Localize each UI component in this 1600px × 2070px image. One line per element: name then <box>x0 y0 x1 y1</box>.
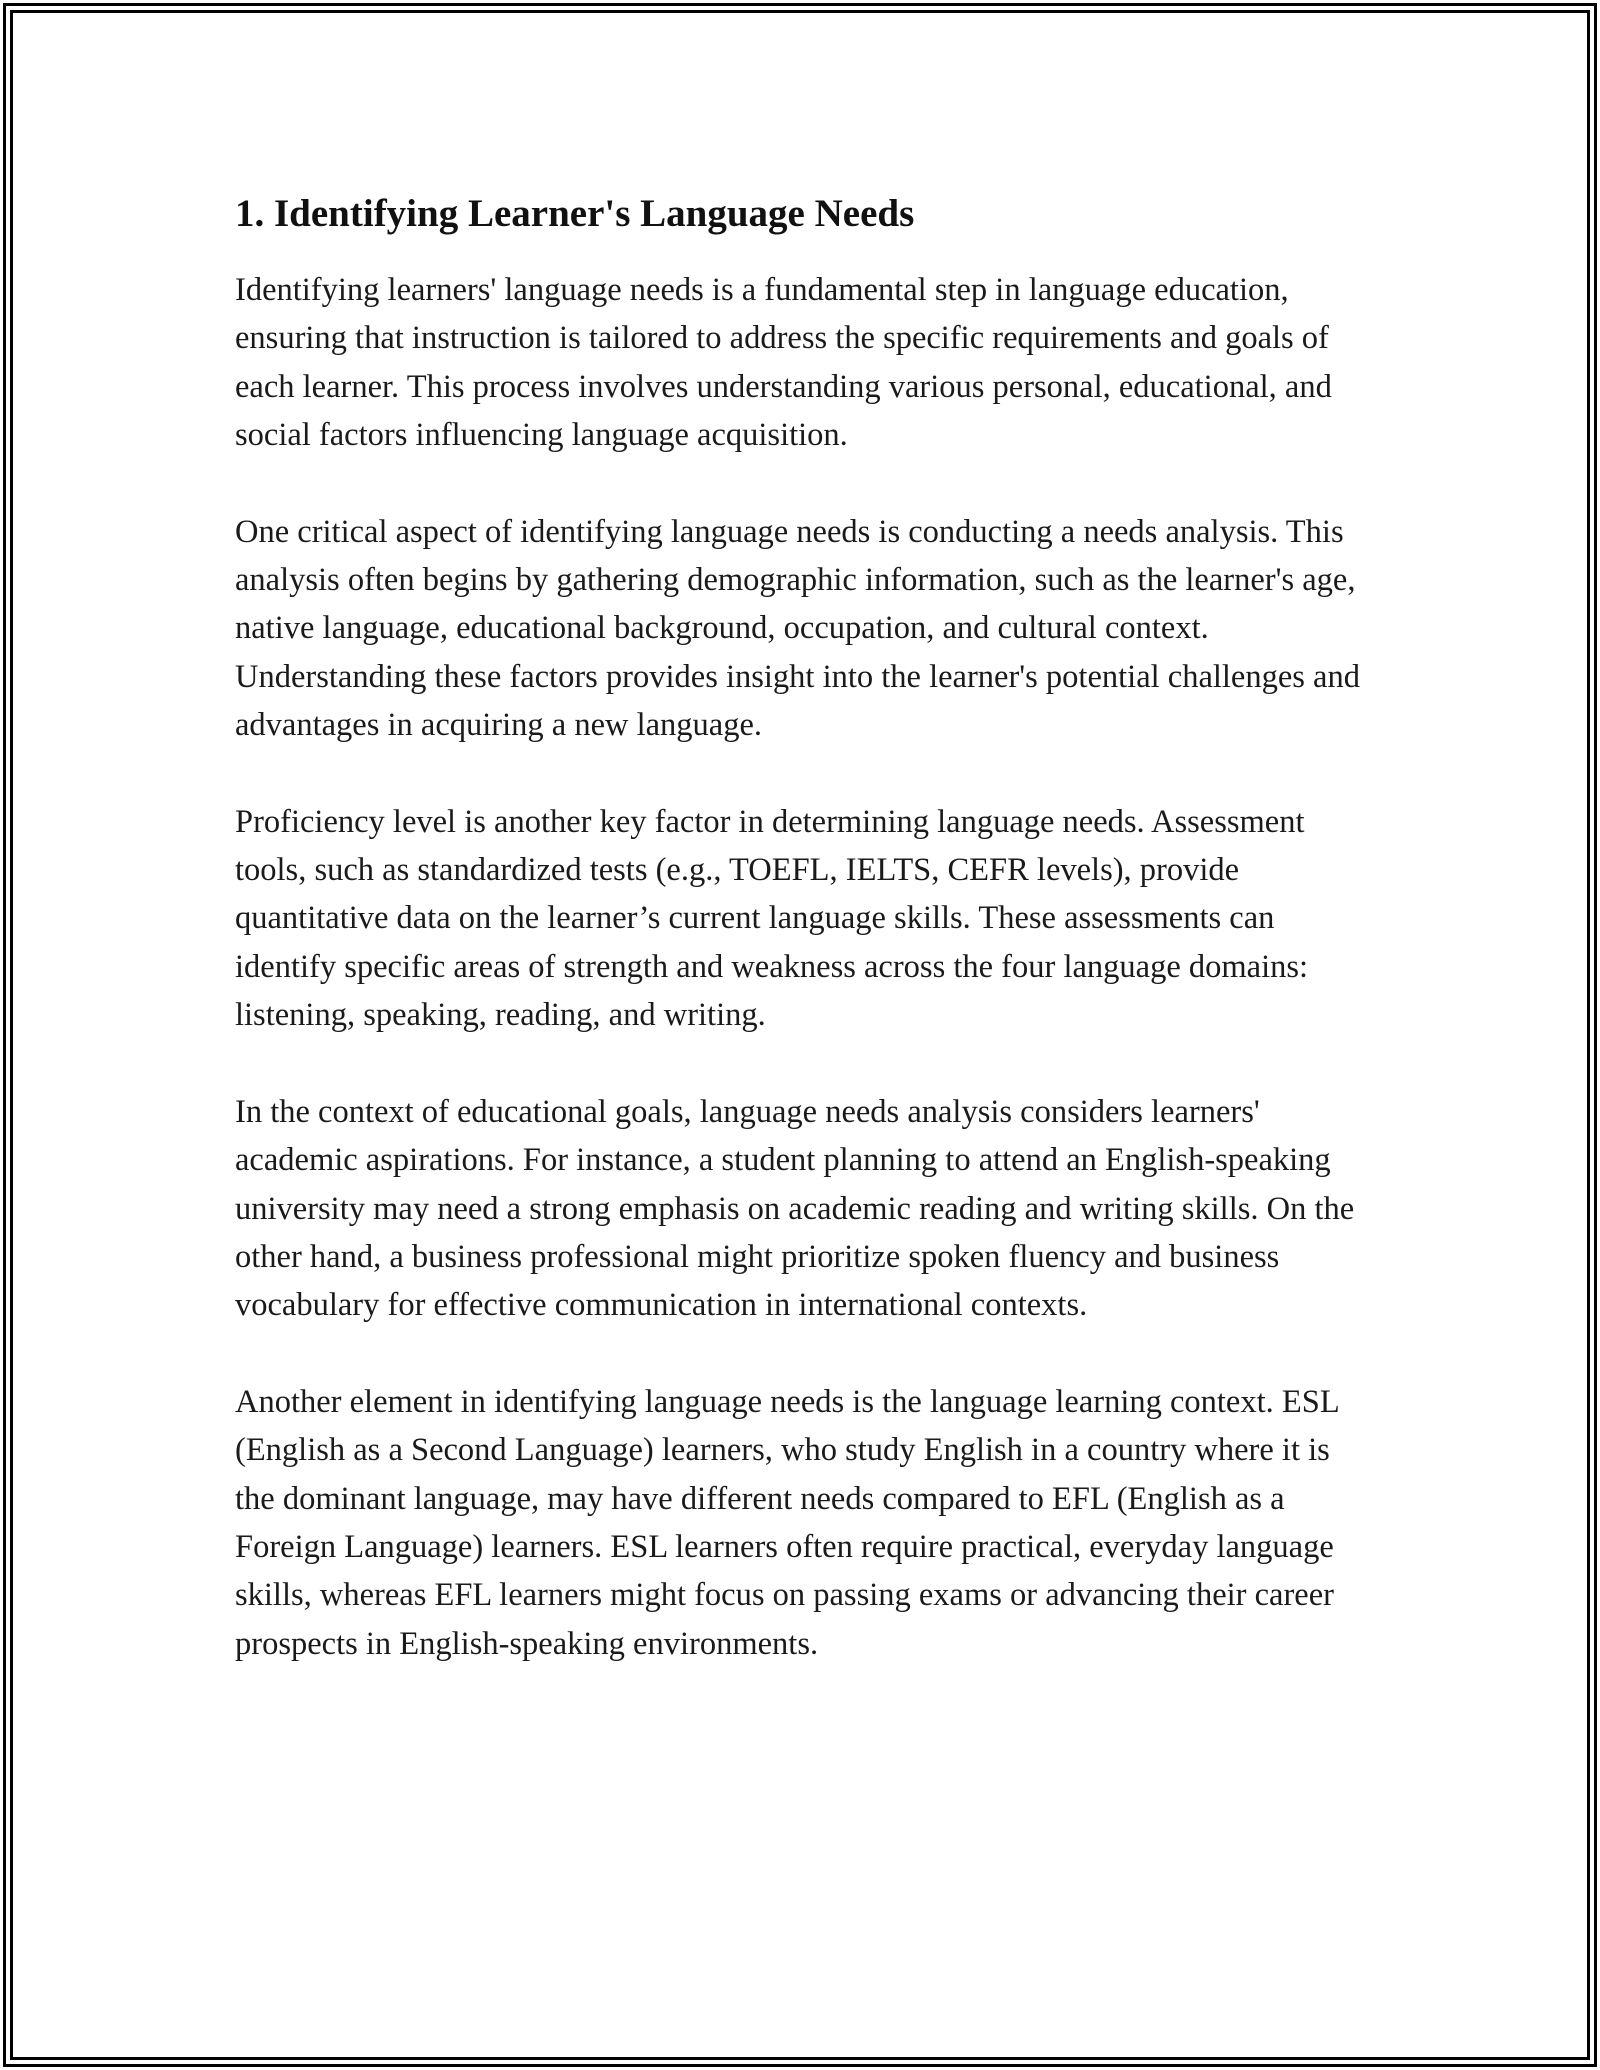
document-body <box>235 186 1375 1716</box>
paragraph-learning-context: Another element in identifying language needs is the language learning context. ESL (English as a Second Language) learners, who study English in a country where it is the dominant language, may have different needs compared to EFL (English as a Foreign Language) learners. ESL learners often require practical, everyday language skills, whereas EFL learners might focus on passing exams or advancing their career prospects in English-speaking environments. <box>235 1383 1339 1662</box>
paragraph-needs-analysis: One critical aspect of identifying language needs is conducting a needs analysis. This analysis often begins by gathering demographic information, such as the learner's age, native language, educational background, occupation, and cultural context. Understanding these factors provides insight into the learner's potential challenges and advantages in acquiring a new language. <box>235 513 1360 744</box>
paragraph-intro: Identifying learners' language needs is a fundamental step in language education, ensuring that instruction is tailored to address the specific requirements and goals of each learner. This process involves understanding various personal, educational, and social factors influencing language acquisition. <box>235 272 1332 454</box>
paragraph-proficiency: Proficiency level is another key factor in determining language needs. Assessment tools, such as standardized tests (e.g., TOEFL, IELTS, CEFR levels), provide quantitative data on the learner’s current language skills. These assessments can identify specific areas of strength and weakness across the four language domains: listening, speaking, reading, and writing. <box>235 803 1309 1034</box>
section-heading: 1. Identifying Learner's Language Needs <box>235 192 915 235</box>
paragraph-educational-goals: In the context of educational goals, language needs analysis considers learners' academic aspirations. For instance, a student planning to attend an English-speaking university may need a strong emphasis on academic reading and writing skills. On the other hand, a business professional might prioritize spoken fluency and business vocabulary for effective communication in international contexts. <box>235 1093 1355 1324</box>
